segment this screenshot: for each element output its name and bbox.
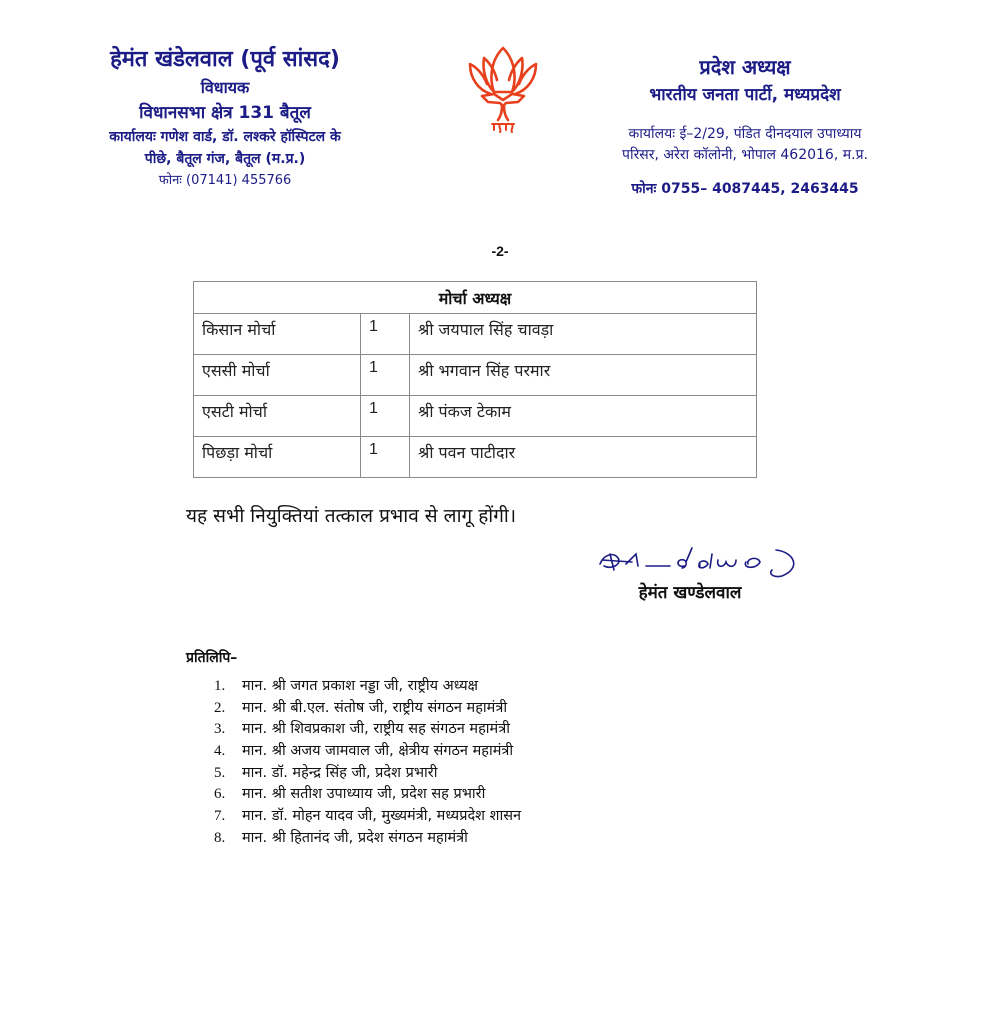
list-number: 8. [214, 829, 226, 846]
count-cell: 1 [361, 314, 410, 355]
list-item [186, 698, 521, 720]
list-text: मान. श्री सतीश उपाध्याय जी, प्रदेश सह प्रभारी [242, 786, 486, 803]
count-cell: 1 [361, 355, 410, 396]
table-row [194, 355, 757, 396]
morcha-cell: किसान मोर्चा [194, 314, 361, 355]
list-number: 1. [214, 678, 226, 694]
table-heading: मोर्चा अध्यक्ष [194, 282, 757, 314]
copy-to-list [186, 676, 521, 850]
office-post: प्रदेश अध्यक्ष [699, 55, 791, 79]
list-item [186, 741, 521, 763]
handwritten-signature-icon [596, 544, 806, 580]
appointee-cell: श्री पवन पाटीदार [410, 437, 757, 478]
letterhead-right [580, 52, 910, 200]
table-row [194, 437, 757, 478]
morcha-cell: पिछड़ा मोर्चा [194, 437, 361, 478]
office-address-line2: परिसर, अरेरा कॉलोनी, भोपाल 462016, म.प्र. [622, 147, 868, 163]
count-cell: 1 [361, 396, 410, 437]
effect-statement: यह सभी नियुक्तियां तत्काल प्रभाव से लागू होंगी। [186, 505, 517, 527]
sender-phone: फोनः (07141) 455766 [158, 173, 292, 188]
list-item [186, 828, 521, 850]
list-text: मान. श्री अजय जामवाल जी, क्षेत्रीय संगठन महामंत्री [242, 743, 514, 760]
morcha-cell: एसटी मोर्चा [194, 396, 361, 437]
table-row [194, 314, 757, 355]
count-cell: 1 [361, 437, 410, 478]
appointee-cell: श्री पंकज टेकाम [410, 396, 757, 437]
party-name: भारतीय जनता पार्टी, मध्यप्रदेश [649, 85, 841, 105]
signatory-name: हेमंत खण्डेलवाल [638, 583, 742, 603]
list-number: 6. [214, 786, 226, 803]
sender-address-line1: कार्यालयः गणेश वार्ड, डॉ. लश्करे हॉस्पिटल के [109, 129, 341, 145]
sender-constituency: विधानसभा क्षेत्र 131 बैतूल [139, 103, 311, 123]
office-phone: फोनः 0755– 4087445, 2463445 [631, 181, 859, 197]
list-number: 4. [214, 743, 226, 760]
list-text: मान. डॉ. मोहन यादव जी, मुख्यमंत्री, मध्यप्रदेश शासन [242, 808, 522, 825]
table-header-row [194, 282, 757, 314]
appointee-cell: श्री जयपाल सिंह चावड़ा [410, 314, 757, 355]
sender-address-line2: पीछे, बैतूल गंज, बैतूल (म.प्र.) [144, 151, 306, 167]
copy-to-label: प्रतिलिपि– [186, 650, 238, 666]
list-text: मान. श्री शिवप्रकाश जी, राष्ट्रीय सह संगठन महामंत्री [242, 721, 510, 738]
sender-name: हेमंत खंडेलवाल (पूर्व सांसद) [110, 47, 340, 72]
list-text: मान. श्री बी.एल. संतोष जी, राष्ट्रीय संगठन महामंत्री [242, 699, 508, 716]
list-text: मान. श्री जगत प्रकाश नड्डा जी, राष्ट्रीय अध्यक्ष [242, 678, 478, 694]
list-item [186, 719, 521, 741]
list-number: 2. [214, 699, 226, 716]
morcha-cell: एससी मोर्चा [194, 355, 361, 396]
list-text: मान. श्री हितानंद जी, प्रदेश संगठन महामंत्री [242, 829, 468, 846]
page-number: -2- [491, 243, 509, 259]
morcha-president-table [193, 281, 757, 478]
appointee-cell: श्री भगवान सिंह परमार [410, 355, 757, 396]
table-row [194, 396, 757, 437]
list-item [186, 806, 521, 828]
bjp-lotus-icon [458, 40, 548, 135]
sender-designation: विधायक [200, 78, 250, 97]
office-address-line1: कार्यालयः ई–2/29, पंडित दीनदयाल उपाध्याय [628, 126, 862, 142]
list-number: 5. [214, 764, 226, 781]
list-item [186, 676, 521, 698]
list-text: मान. डॉ. महेन्द्र सिंह जी, प्रदेश प्रभारी [242, 764, 438, 781]
list-item [186, 763, 521, 785]
list-item [186, 784, 521, 806]
list-number: 7. [214, 808, 226, 825]
list-number: 3. [214, 721, 226, 738]
letterhead-left [60, 44, 390, 192]
